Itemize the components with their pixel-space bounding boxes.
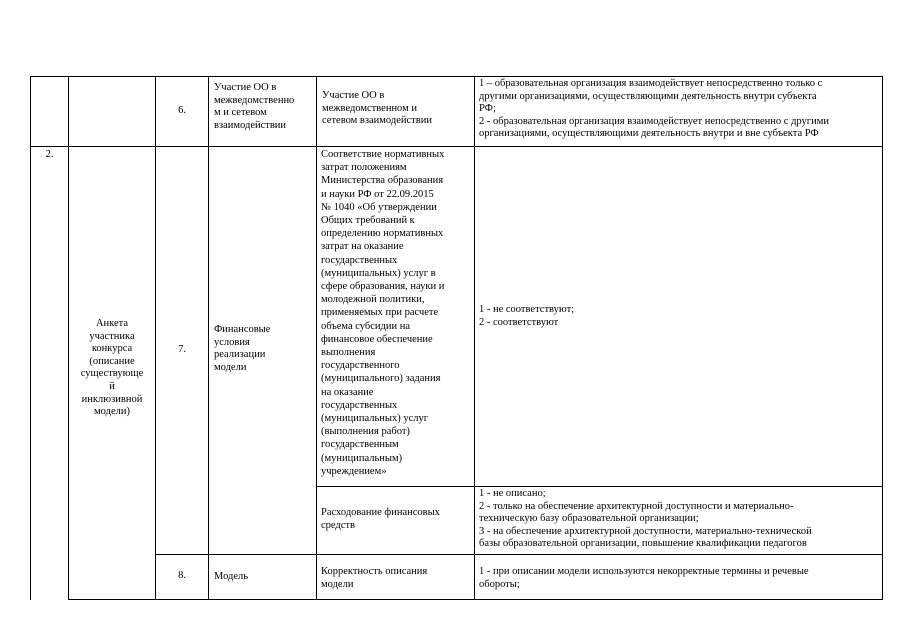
row-7-criterion-norms: Соответствие нормативных затрат положениям Министерства образования и науки РФ от 22.09.2015 № 1040 «Об утверждении Общих требований к определению нормативных затрат на оказание государственных (муниципальных) услуг в сфере образования, науки и молодежной политики, применяемых при расчете объема субсидии на финансовое обеспечение выполнения государственного (муниципального) задания на оказание государственных (муниципальных) услуг (выполнения работ) государственным (муниципальным) учреждением» bbox=[321, 149, 445, 477]
row-6-number: 6. bbox=[178, 105, 186, 116]
row-6-scale: 1 – образовательная организация взаимодействует непосредственно только с другими организациями, осуществляющими деятельность внутри субъекта РФ; 2 - образовательная организация взаимодействует непосредственно с другими организациями, осуществляющими деятельность внутри и вне субъекта РФ bbox=[479, 78, 829, 140]
col-line-3 bbox=[155, 76, 156, 600]
table-border-top bbox=[30, 76, 882, 77]
row-8-number: 8. bbox=[178, 570, 186, 581]
row-divider-7a-7b bbox=[316, 486, 882, 487]
row-8-scale: 1 - при описании модели используются некорректные термины и речевые обороты; bbox=[479, 566, 809, 590]
section-2-number: 2. bbox=[45, 149, 54, 160]
row-8-indicator: Модель bbox=[214, 571, 249, 582]
row-6-criterion: Участие ОО в межведомственном и сетевом взаимодействии bbox=[322, 90, 432, 127]
row-7-number: 7. bbox=[178, 344, 186, 355]
table-border-bottom bbox=[68, 599, 882, 600]
row-6-indicator: Участие ОО в межведомственно м и сетевом взаимодействии bbox=[214, 82, 295, 131]
col-line-5 bbox=[316, 76, 317, 600]
row-7-scale-norms: 1 - не соответствуют; 2 - соответствуют bbox=[479, 304, 575, 328]
row-divider-6-7 bbox=[30, 146, 882, 147]
section-2-document-name: Анкета участника конкурса (описание существующе й инклюзивной модели) bbox=[80, 318, 144, 418]
row-7-indicator: Финансовые условия реализации модели bbox=[214, 324, 271, 373]
row-8-criterion: Корректность описания модели bbox=[321, 566, 428, 590]
col-line-6 bbox=[474, 76, 475, 600]
row-7-criterion-spending: Расходование финансовых средств bbox=[321, 507, 440, 531]
col-line-4 bbox=[208, 76, 209, 600]
row-7-scale-spending: 1 - не описано; 2 - только на обеспечение архитектурной доступности и материально- техническую базу образовательной организации; 3 - на обеспечение архитектурной доступности, материально-технической базы образовательной организации, повышение квалификации педагогов bbox=[479, 488, 812, 550]
row-divider-7-8 bbox=[155, 554, 882, 555]
col-line-7 bbox=[882, 76, 883, 600]
